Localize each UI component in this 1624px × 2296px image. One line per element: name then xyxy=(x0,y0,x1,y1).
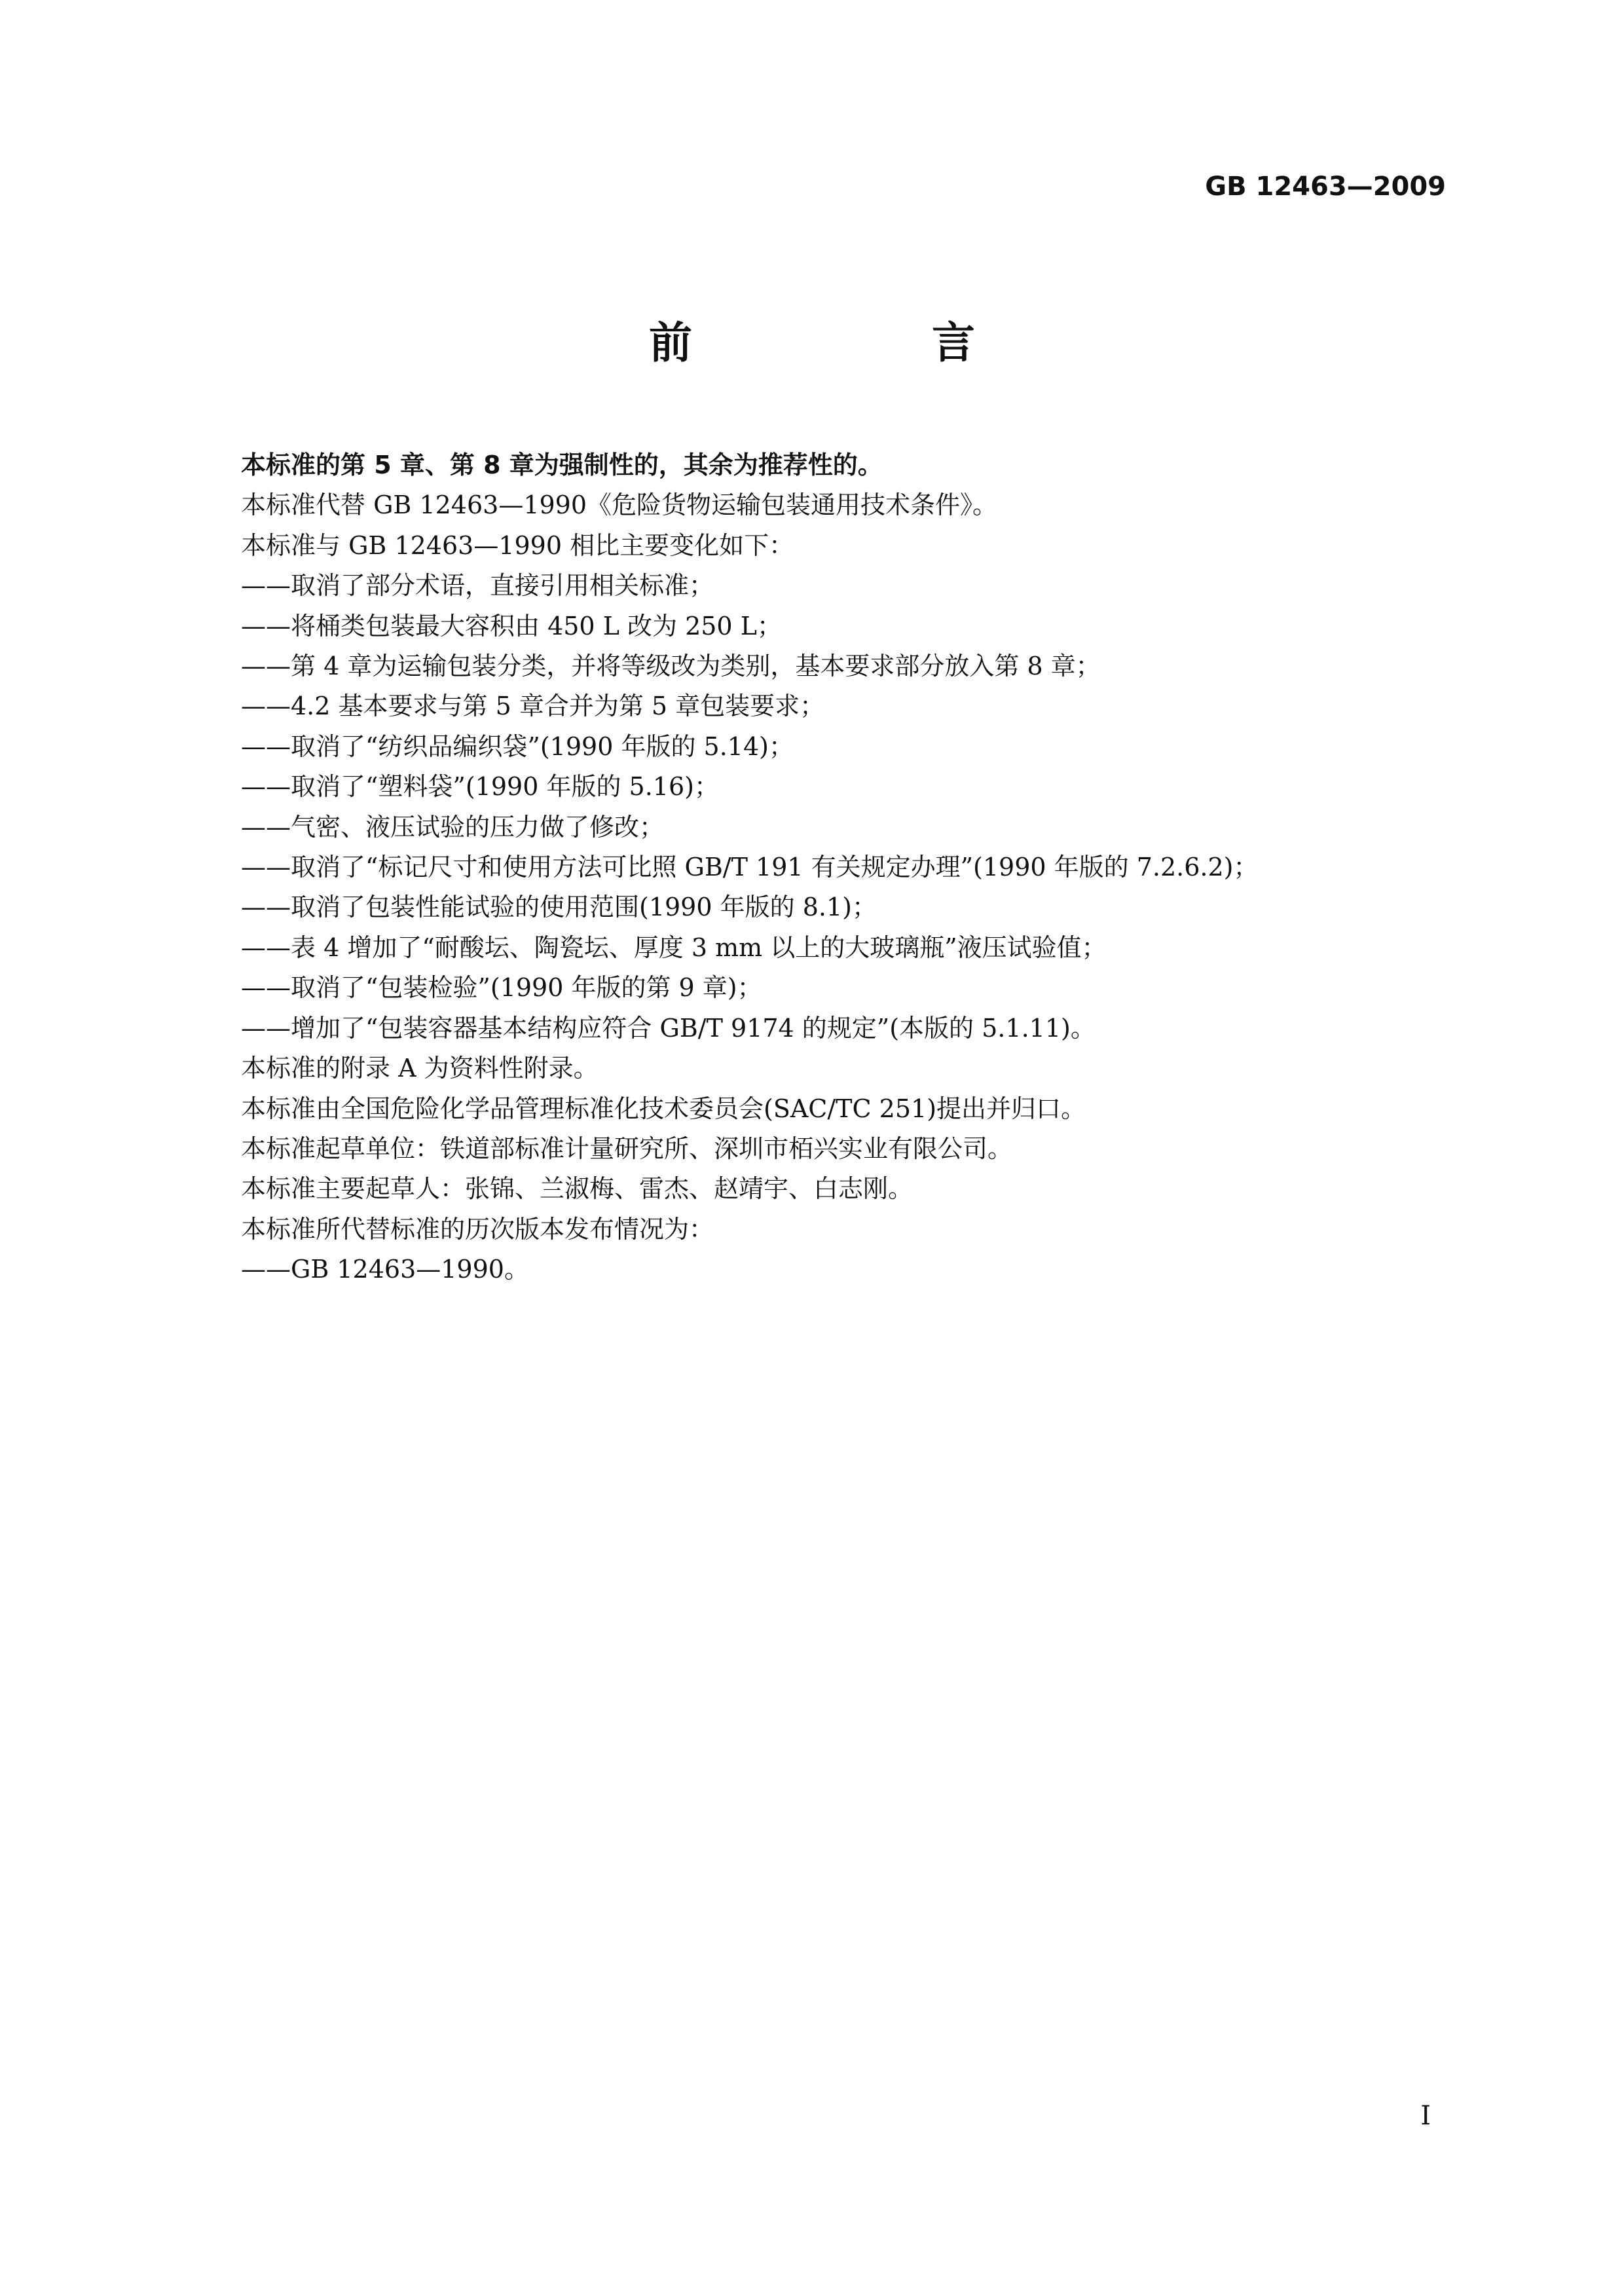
paragraph-drafters: 本标准主要起草人：张锦、兰淑梅、雷杰、赵靖宇、白志刚。 xyxy=(241,1174,913,1204)
change-item: ——取消了“塑料袋”(1990 年版的 5.16)； xyxy=(241,772,719,802)
paragraph-history-intro: 本标准所代替标准的历次版本发布情况为： xyxy=(241,1214,714,1244)
change-item: ——增加了“包装容器基本结构应符合 GB/T 9174 的规定”(本版的 5.1.11)。 xyxy=(241,1013,1096,1043)
change-item: ——取消了“纺织品编织袋”(1990 年版的 5.14)； xyxy=(241,731,794,761)
change-item: ——取消了“包装检验”(1990 年版的第 9 章)； xyxy=(241,973,762,1003)
change-item: ——第 4 章为运输包装分类，并将等级改为类别，基本要求部分放入第 8 章； xyxy=(241,652,1101,681)
change-item: ——取消了包装性能试验的使用范围(1990 年版的 8.1)； xyxy=(241,893,877,922)
change-item: ——4.2 基本要求与第 5 章合并为第 5 章包装要求； xyxy=(241,692,825,721)
foreword-body xyxy=(241,445,1472,1290)
paragraph-appendix: 本标准的附录 A 为资料性附录。 xyxy=(241,1054,599,1083)
page-number: I xyxy=(1420,2101,1431,2131)
change-item: ——取消了“标记尺寸和使用方法可比照 GB/T 191 有关规定办理”(1990 年版的 7.2.6.2)； xyxy=(241,853,1259,882)
paragraph-replaces: 本标准代替 GB 12463—1990《危险货物运输包装通用技术条件》。 xyxy=(241,491,998,520)
page-title: 前 言 xyxy=(649,318,1073,368)
change-item: ——表 4 增加了“耐酸坛、陶瓷坛、厚度 3 mm 以上的大玻璃瓶”液压试验值； xyxy=(241,933,1107,962)
change-item: ——取消了部分术语，直接引用相关标准； xyxy=(241,571,714,601)
paragraph-drafting-units: 本标准起草单位：铁道部标准计量研究所、深圳市栢兴实业有限公司。 xyxy=(241,1134,1013,1163)
standard-code: GB 12463—2009 xyxy=(1205,172,1446,202)
history-item: ——GB 12463—1990。 xyxy=(241,1255,529,1284)
change-item: ——将桶类包装最大容积由 450 L 改为 250 L； xyxy=(241,611,782,640)
paragraph-proposer: 本标准由全国危险化学品管理标准化技术委员会(SAC/TC 251)提出并归口。 xyxy=(241,1094,1086,1123)
change-item: ——气密、液压试验的压力做了修改； xyxy=(241,812,665,842)
paragraph-changes-intro: 本标准与 GB 12463—1990 相比主要变化如下： xyxy=(241,530,794,560)
paragraph-mandatory-statement: 本标准的第 5 章、第 8 章为强制性的，其余为推荐性的。 xyxy=(241,451,883,479)
